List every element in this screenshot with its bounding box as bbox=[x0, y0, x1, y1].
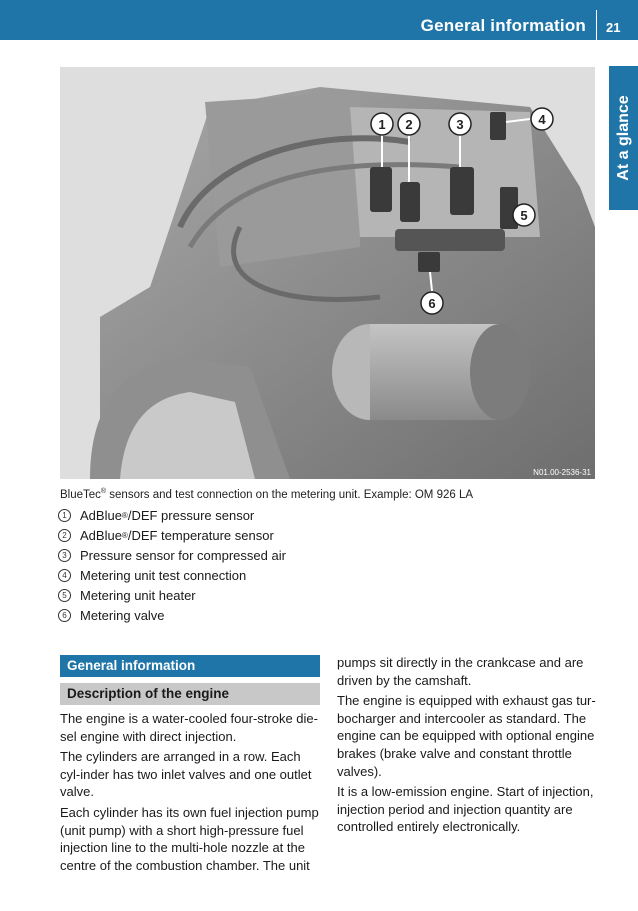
body-paragraph: The engine is equipped with exhaust gas tur-bocharger and intercooler as standard. The engine can be equipped with optional engine brakes (brake valve and constant throttle valves). bbox=[337, 693, 596, 779]
engine-figure bbox=[60, 67, 595, 479]
legend-item-6 bbox=[58, 605, 286, 625]
legend-number: 3 bbox=[58, 549, 71, 562]
legend-text: Metering valve bbox=[80, 607, 165, 623]
svg-text:3: 3 bbox=[456, 117, 464, 132]
legend-number: 6 bbox=[58, 609, 71, 622]
body-column-right bbox=[337, 654, 599, 839]
legend-item-4 bbox=[58, 565, 286, 585]
body-paragraph: pumps sit directly in the crankcase and are driven by the camshaft. bbox=[337, 655, 584, 688]
svg-text:4: 4 bbox=[538, 112, 546, 127]
engine-illustration bbox=[60, 67, 595, 479]
legend-text: Metering unit heater bbox=[80, 587, 196, 603]
body-paragraph: It is a low-emission engine. Start of injection, injection period and injection quantity are controlled entirely electronically. bbox=[337, 784, 594, 835]
legend-reg-mark: ® bbox=[121, 530, 128, 540]
section-heading-bar bbox=[60, 655, 320, 677]
figure-code: N01.00-2536-31 bbox=[533, 468, 591, 477]
body-paragraph: Each cylinder has its own fuel injection pump (unit pump) with a short high-pressure fuel injection line to the multi-hole nozzle at the centre of the combustion chamber. The unit bbox=[60, 804, 319, 873]
legend-text: AdBlue bbox=[80, 527, 122, 543]
section-title: General information bbox=[67, 658, 196, 673]
legend-text: AdBlue bbox=[80, 507, 122, 523]
svg-text:1: 1 bbox=[378, 117, 386, 132]
legend-number: 4 bbox=[58, 569, 71, 582]
callout-5 bbox=[513, 204, 535, 226]
legend-list bbox=[58, 505, 286, 625]
subsection-title: Description of the engine bbox=[67, 686, 230, 701]
legend-reg-mark: ® bbox=[121, 510, 128, 520]
callout-2 bbox=[398, 113, 420, 135]
caption-part: sensors and test connection on the metering unit. Example: OM 926 LA bbox=[106, 488, 474, 501]
legend-text: /DEF pressure sensor bbox=[127, 507, 255, 523]
body-column-left bbox=[60, 710, 322, 877]
legend-number: 2 bbox=[58, 529, 71, 542]
svg-text:2: 2 bbox=[405, 117, 413, 132]
side-tab bbox=[609, 66, 638, 210]
figure-caption bbox=[60, 488, 473, 501]
legend-item-3 bbox=[58, 545, 286, 565]
body-paragraph: The engine is a water-cooled four-stroke die-sel engine with direct injection. bbox=[60, 711, 318, 744]
svg-text:6: 6 bbox=[428, 296, 436, 311]
side-tab-label: At a glance bbox=[615, 95, 632, 181]
caption-reg-mark: ® bbox=[100, 488, 107, 495]
svg-text:5: 5 bbox=[520, 208, 528, 223]
header-bar bbox=[0, 0, 638, 40]
subsection-heading-bar bbox=[60, 683, 320, 705]
page-number: 21 bbox=[606, 20, 621, 35]
callout-6 bbox=[421, 292, 443, 314]
legend-item-2 bbox=[58, 525, 286, 545]
callout-1 bbox=[371, 113, 393, 135]
body-paragraph: The cylinders are arranged in a row. Each cyl-inder has two inlet valves and one outlet valve. bbox=[60, 749, 312, 800]
header-separator bbox=[596, 10, 597, 40]
callout-4 bbox=[531, 108, 553, 130]
legend-item-1 bbox=[58, 505, 286, 525]
legend-item-5 bbox=[58, 585, 286, 605]
legend-number: 5 bbox=[58, 589, 71, 602]
legend-text: Pressure sensor for compressed air bbox=[80, 547, 286, 563]
legend-text: /DEF temperature sensor bbox=[127, 527, 274, 543]
callout-3 bbox=[449, 113, 471, 135]
legend-number: 1 bbox=[58, 509, 71, 522]
header-title: General information bbox=[420, 16, 586, 35]
caption-part: BlueTec bbox=[60, 488, 101, 501]
legend-text: Metering unit test connection bbox=[80, 567, 247, 583]
